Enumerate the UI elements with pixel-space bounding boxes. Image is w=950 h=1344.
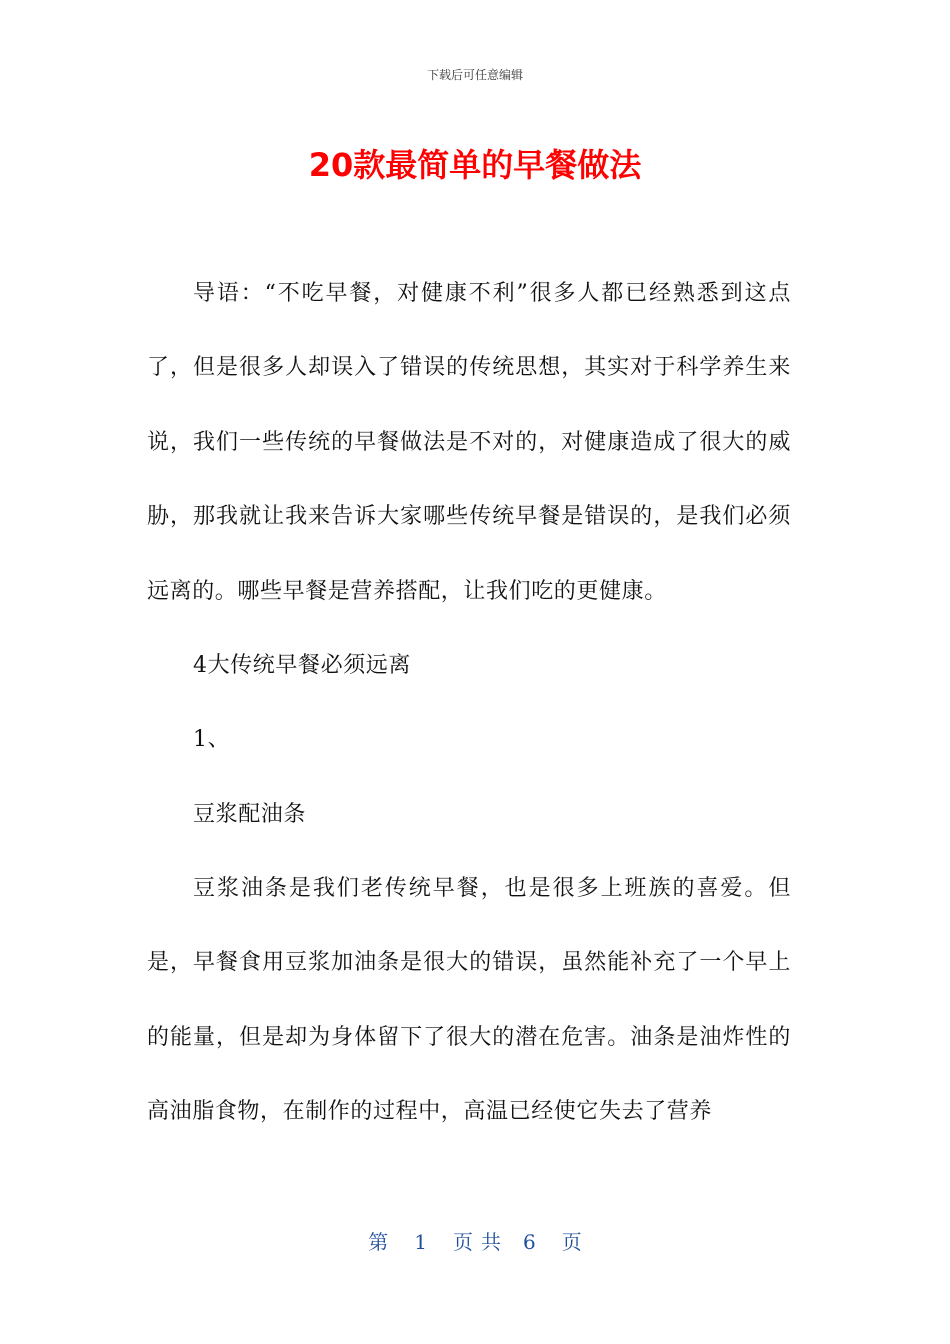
intro-paragraph: 导语：“不吃早餐，对健康不利”很多人都已经熟悉到这点了，但是很多人却误入了错误的传统思想，其实对于科学养生来说，我们一些传统的早餐做法是不对的，对健康造成了很大的威胁，那我就让我来告诉大家哪些传统早餐是错误的，是我们必须远离的。哪些早餐是营养搭配，让我们吃的更健康。 xyxy=(147,281,791,604)
section-heading: 4大传统早餐必须远离 xyxy=(193,653,411,678)
page-footer xyxy=(0,1226,950,1255)
footer-suffix: 页 xyxy=(561,1230,582,1254)
footer-prefix: 第 xyxy=(368,1230,389,1254)
header-note: 下载后可任意编辑 xyxy=(426,68,523,82)
footer-current-page: 1 xyxy=(414,1230,427,1254)
footer-middle: 页共 xyxy=(453,1230,509,1254)
footer-total-pages: 6 xyxy=(523,1230,536,1254)
item-number: 1、 xyxy=(193,727,231,752)
document-title: 20款最简单的早餐做法 xyxy=(308,146,642,184)
body-paragraph: 豆浆油条是我们老传统早餐，也是很多上班族的喜爱。但是，早餐食用豆浆加油条是很大的错误，虽然能补充了一个早上的能量，但是却为身体留下了很大的潜在危害。油条是油炸性的高油脂食物，在制作的过程中，高温已经使它失去了营养 xyxy=(147,876,791,1125)
item-subheading: 豆浆配油条 xyxy=(193,802,307,827)
